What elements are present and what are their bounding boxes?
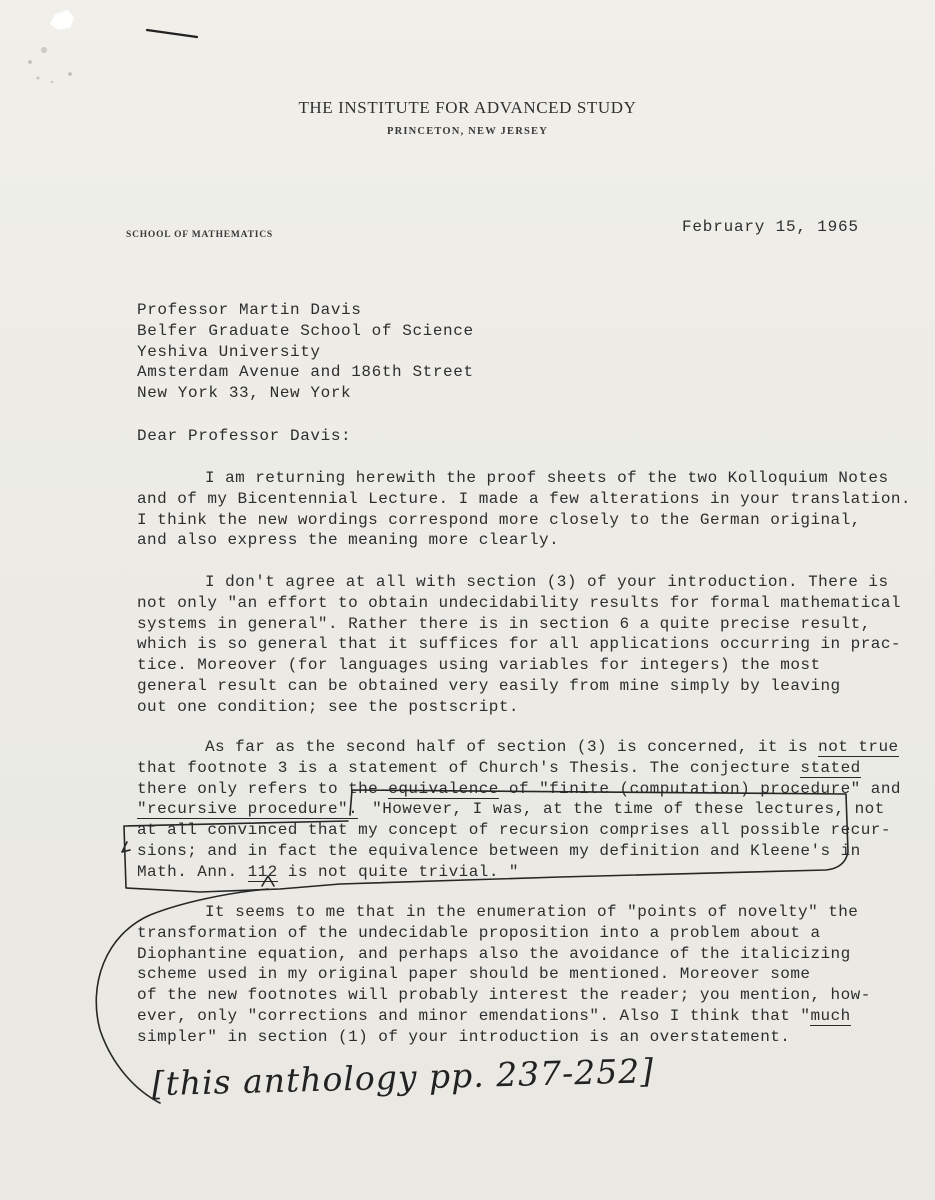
paragraph-1 (137, 468, 911, 551)
text-run: of "finite (computation) procedure" and (498, 779, 901, 798)
underlined-text: much (810, 1006, 851, 1025)
underlined-text: not true (818, 738, 899, 756)
paragraph-line: Diophantine equation, and perhaps also the avoidance of the italicizing (137, 944, 851, 963)
recipient-address (137, 300, 474, 404)
paragraph-line: at all convinced that my concept of recursion comprises all possible recur- (137, 821, 891, 840)
text-run: Math. Ann. (137, 862, 248, 881)
paragraph-line (137, 779, 901, 800)
institution-name: THE INSTITUTE FOR ADVANCED STUDY (298, 98, 637, 117)
text-run: is not quite trivial. " (277, 862, 519, 881)
address-line: New York 33, New York (137, 384, 352, 403)
address-line: Belfer Graduate School of Science (137, 321, 474, 340)
paragraph-line: general result can be obtained very easily from mine simply by leaving (137, 676, 841, 695)
text-run: "However, I was, at the time of these lectures, not (372, 800, 885, 819)
paragraph-line: I don't agree at all with section (3) of your introduction. There is (205, 573, 889, 591)
underlined-text: equivalence (388, 779, 499, 798)
paragraph-3 (137, 737, 901, 883)
paragraph-line: It seems to me that in the enumeration of "points of novelty" the (205, 903, 859, 921)
text-run: there only refers to the (137, 779, 389, 798)
underlined-text: 112 (247, 862, 278, 881)
paragraph-2 (137, 572, 901, 718)
text-run: As far as the second half of section (3) is concerned, it is (205, 738, 819, 756)
paragraph-line (137, 799, 901, 820)
address-line: Yeshiva University (137, 342, 321, 361)
salutation: Dear Professor Davis: (137, 427, 352, 445)
address-line: Amsterdam Avenue and 186th Street (137, 363, 474, 382)
paragraph-line (137, 862, 901, 883)
underlined-text: "recursive procedure". (137, 800, 359, 819)
paragraph-line: systems in general". Rather there is in section 6 a quite precise result, (137, 614, 871, 633)
paragraph-line: tice. Moreover (for languages using variables for integers) the most (137, 656, 821, 675)
department-name: SCHOOL OF MATHEMATICS (126, 230, 273, 240)
paragraph-line (137, 737, 901, 758)
text-run: ever, only "corrections and minor emendations". Also I think that " (137, 1006, 811, 1025)
handwritten-note: [this anthology pp. 237-252] (151, 1051, 655, 1104)
institution-location: PRINCETON, NEW JERSEY (386, 126, 549, 137)
underlined-text: stated (800, 758, 861, 777)
paragraph-4 (137, 902, 871, 1048)
paragraph-line: scheme used in my original paper should be mentioned. Moreover some (137, 965, 811, 984)
text-run: that footnote 3 is a statement of Church's Thesis. The conjecture (137, 758, 801, 777)
paragraph-line: out one condition; see the postscript. (137, 697, 519, 716)
paragraph-line: and of my Bicentennial Lecture. I made a few alterations in your translation. (137, 489, 911, 508)
paragraph-line: and also express the meaning more clearly. (137, 531, 560, 550)
address-line: Professor Martin Davis (137, 301, 362, 319)
paragraph-line: which is so general that it suffices for all applications occurring in prac- (137, 635, 901, 654)
paragraph-line: transformation of the undecidable proposition into a problem about a (137, 923, 821, 942)
paragraph-line: not only "an effort to obtain undecidability results for formal mathematical (137, 593, 901, 612)
paragraph-line: I am returning herewith the proof sheets of the two Kolloquium Notes (205, 469, 889, 487)
paragraph-line: of the new footnotes will probably interest the reader; you mention, how- (137, 986, 871, 1005)
paragraph-line: simpler" in section (1) of your introduction is an overstatement. (137, 1027, 791, 1046)
paragraph-line (137, 758, 901, 779)
paragraph-line (137, 1006, 871, 1027)
letter-date: February 15, 1965 (682, 218, 859, 236)
paragraph-line: I think the new wordings correspond more closely to the German original, (137, 510, 861, 529)
paragraph-line: sions; and in fact the equivalence between my definition and Kleene's in (137, 841, 861, 860)
